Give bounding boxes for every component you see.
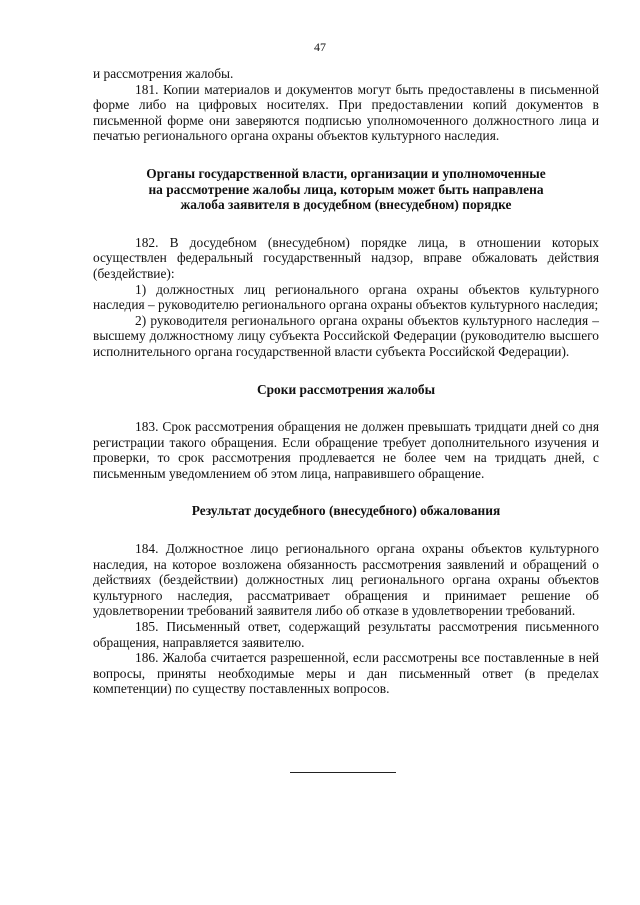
- end-divider-line: [290, 772, 396, 773]
- paragraph-186: 186. Жалоба считается разрешенной, если рассмотрены все поставленные в ней вопросы, приняты необходимые меры и дан письменный ответ (в пределах компетенции) по существу поставленных вопросов.: [93, 650, 599, 697]
- heading-line: Органы государственной власти, организации и уполномоченные: [146, 165, 546, 181]
- heading-line: жалоба заявителя в досудебном (внесудебном) порядке: [180, 197, 512, 213]
- paragraph-182-item-2: 2) руководителя регионального органа охраны объектов культурного наследия – высшему должностному лицу субъекта Российской Федерации (руководителю высшего исполнительного органа государственной власти субъекта Российской Федерации).: [93, 312, 599, 359]
- section-heading-bodies: [93, 166, 599, 213]
- paragraph-182: 182. В досудебном (внесудебном) порядке лица, в отношении которых осуществлен федеральный государственный надзор, вправе обжаловать действия (бездействие):: [93, 234, 599, 281]
- paragraph-181: 181. Копии материалов и документов могут быть предоставлены в письменной форме либо на цифровых носителях. При предоставлении копий документов в письменной форме они заверяются подписью уполномоченного должностного лица и печатью регионального органа охраны объектов культурного наследия.: [93, 81, 599, 144]
- paragraph-182-item-1: 1) должностных лиц регионального органа охраны объектов культурного наследия – руководителю регионального органа охраны объектов культурного наследия;: [93, 281, 599, 313]
- paragraph-183: 183. Срок рассмотрения обращения не должен превышать тридцати дней со дня регистрации такого обращения. Если обращение требует дополнительного изучения и проверки, то срок рассмотрения продлевается не более чем на тридцать дней, с письменным уведомлением об этом лица, направившего обращение.: [93, 419, 599, 481]
- page-number: 47: [314, 40, 326, 54]
- section-heading-terms: Сроки рассмотрения жалобы: [256, 381, 436, 397]
- page-body: [93, 66, 599, 697]
- paragraph-184: 184. Должностное лицо регионального органа охраны объектов культурного наследия, на которое возложена обязанность рассмотрения заявлений и обращений о действиях (бездействии) должностных лиц регионального органа охраны объектов культурного наследия, рассматривает обращения и принимает решение об удовлетворении требований заявителя либо об отказе в удовлетворении требований.: [93, 541, 599, 619]
- paragraph-185: 185. Письменный ответ, содержащий результаты рассмотрения письменного обращения, направляется заявителю.: [93, 619, 599, 650]
- section-heading-result: Результат досудебного (внесудебного) обжалования: [191, 503, 501, 519]
- paragraph-continuation: и рассмотрения жалобы.: [93, 66, 234, 81]
- heading-line: на рассмотрение жалобы лица, которым может быть направлена: [148, 181, 544, 197]
